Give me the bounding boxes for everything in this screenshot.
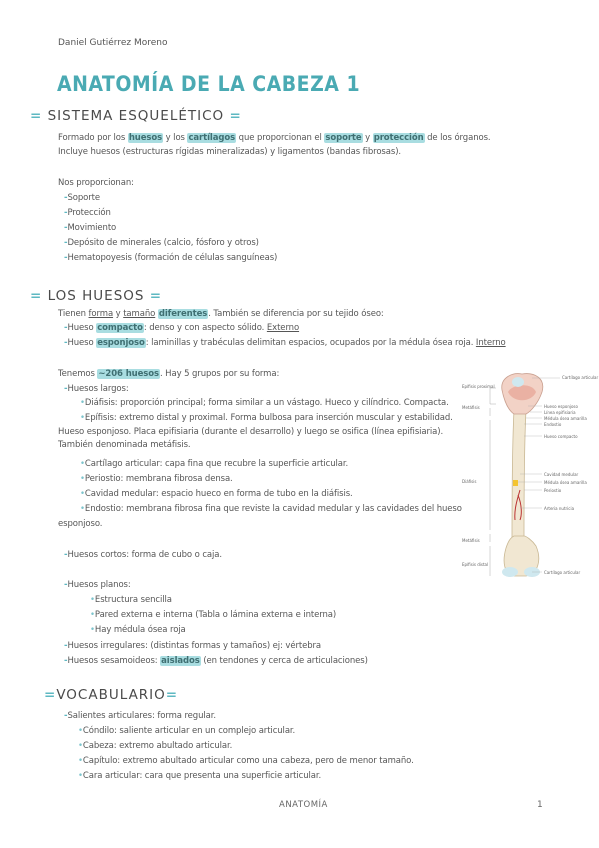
cavidad-item: •Cavidad medular: espacio hueco en forma de tubo en la diáfisis.: [80, 489, 353, 499]
section-heading-skeletal: = SISTEMA ESQUELÉTICO =: [30, 108, 242, 124]
metafisis-note: También denominada metáfisis.: [58, 440, 191, 450]
label-cavidad-medular: Cavidad medular: [544, 472, 579, 477]
flat-bones-item: •Hay médula ósea roja: [90, 625, 186, 635]
flat-bones-item: •Pared externa e interna (Tabla o lámina externa e interna): [90, 610, 337, 620]
label-linea-epifisiaria: Línea epifisiaria: [544, 410, 576, 415]
skeletal-paragraph-2: Incluye huesos (estructuras rígidas mineralizadas) y ligamentos (bandas fibrosas).: [58, 147, 402, 157]
label-metafisis: Metáfisis: [462, 405, 480, 410]
vocab-item: •Capítulo: extremo abultado articular como una cabeza, pero de menor tamaño.: [78, 756, 414, 766]
list-item: -Depósito de minerales (calcio, fósforo y otros): [64, 238, 259, 248]
flat-bones-label: -Huesos planos:: [64, 580, 131, 590]
bones-count: Tenemos ~206 huesos. Hay 5 grupos por su forma:: [58, 369, 280, 379]
label-medula-amarilla: Médula ósea amarilla: [544, 416, 587, 421]
list-item: -Movimiento: [64, 223, 117, 233]
sesamoid-bones-item: -Huesos sesamoideos: aislados (en tendones y cerca de articulaciones): [64, 656, 368, 666]
section-heading-bones: = LOS HUESOS =: [30, 288, 163, 304]
long-bones-label: -Huesos largos:: [64, 384, 129, 394]
label-hueso-compacto: Hueso compacto: [544, 434, 578, 439]
bones-intro: Tienen forma y tamaño diferentes. También se diferencia por su tejido óseo:: [58, 309, 384, 319]
footer-label: ANATOMÍA: [279, 800, 328, 810]
vocab-item: •Cóndilo: saliente articular en un complejo articular.: [78, 726, 296, 736]
label-epifisis-distal: Epífisis distal: [462, 562, 489, 567]
section-heading-vocab: =VOCABULARIO=: [44, 687, 179, 703]
short-bones-item: -Huesos cortos: forma de cubo o caja.: [64, 550, 222, 560]
label-diafisis: Diáfisis: [462, 479, 477, 484]
label-cartilago-articular-distal: Cartílago articular: [544, 570, 581, 575]
label-metafisis-distal: Metáfisis: [462, 538, 480, 543]
skeletal-paragraph-1: Formado por los huesos y los cartílagos que proporcionan el soporte y protección de los órganos.: [58, 133, 491, 143]
label-medula-amarilla-2: Médula ósea amarilla: [544, 480, 587, 485]
provides-label: Nos proporcionan:: [58, 178, 134, 188]
endostio-item: •Endostio: membrana fibrosa fina que reviste la cavidad medular y las cavidades del hueso: [80, 504, 462, 514]
page-number: 1: [537, 800, 543, 810]
list-item: -Hematopoyesis (formación de células sanguíneas): [64, 253, 278, 263]
label-epifisis-proximal: Epífisis proximal: [462, 384, 495, 389]
page-title: ANATOMÍA DE LA CABEZA 1: [57, 72, 361, 96]
label-hueso-esponjoso: Hueso esponjoso: [544, 404, 578, 409]
diafisis-item: •Diáfisis: proporción principal; forma similar a un vástago. Hueco y cilíndrico. Compacta.: [80, 398, 449, 408]
author-name: Daniel Gutiérrez Moreno: [58, 38, 168, 48]
endostio-continued: esponjoso.: [58, 519, 103, 529]
epifisis-continued: Hueso esponjoso. Placa epifisiaria (durante el desarrollo) y luego se osifica (línea epifisiaria).: [58, 427, 444, 437]
list-item: -Protección: [64, 208, 111, 218]
label-cartilago-articular: Cartílago articular: [562, 375, 599, 380]
periostio-item: •Periostio: membrana fibrosa densa.: [80, 474, 233, 484]
vocab-label: -Salientes articulares: forma regular.: [64, 711, 216, 721]
irregular-bones-item: -Huesos irregulares: (distintas formas y tamaños) ej: vértebra: [64, 641, 322, 651]
flat-bones-item: •Estructura sencilla: [90, 595, 172, 605]
vocab-item: •Cabeza: extremo abultado articular.: [78, 741, 233, 751]
vocab-item: •Cara articular: cara que presenta una superficie articular.: [78, 771, 322, 781]
label-periostio: Periostio: [544, 488, 562, 493]
long-bone-diagram: [462, 370, 599, 582]
label-endostio: Endostio: [544, 422, 562, 427]
compact-bone-item: -Hueso compacto: denso y con aspecto sólido. Externo: [64, 323, 300, 333]
cartilago-item: •Cartílago articular: capa fina que recubre la superficie articular.: [80, 459, 349, 469]
label-arteria-nutricia: Arteria nutricia: [544, 506, 575, 511]
list-item: -Soporte: [64, 193, 100, 203]
spongy-bone-item: -Hueso esponjoso: laminillas y trabéculas delimitan espacios, ocupados por la médula ósea roja. Interno: [64, 338, 506, 348]
epifisis-item: •Epífisis: extremo distal y proximal. Forma bulbosa para inserción muscular y estabilidad.: [80, 413, 453, 423]
